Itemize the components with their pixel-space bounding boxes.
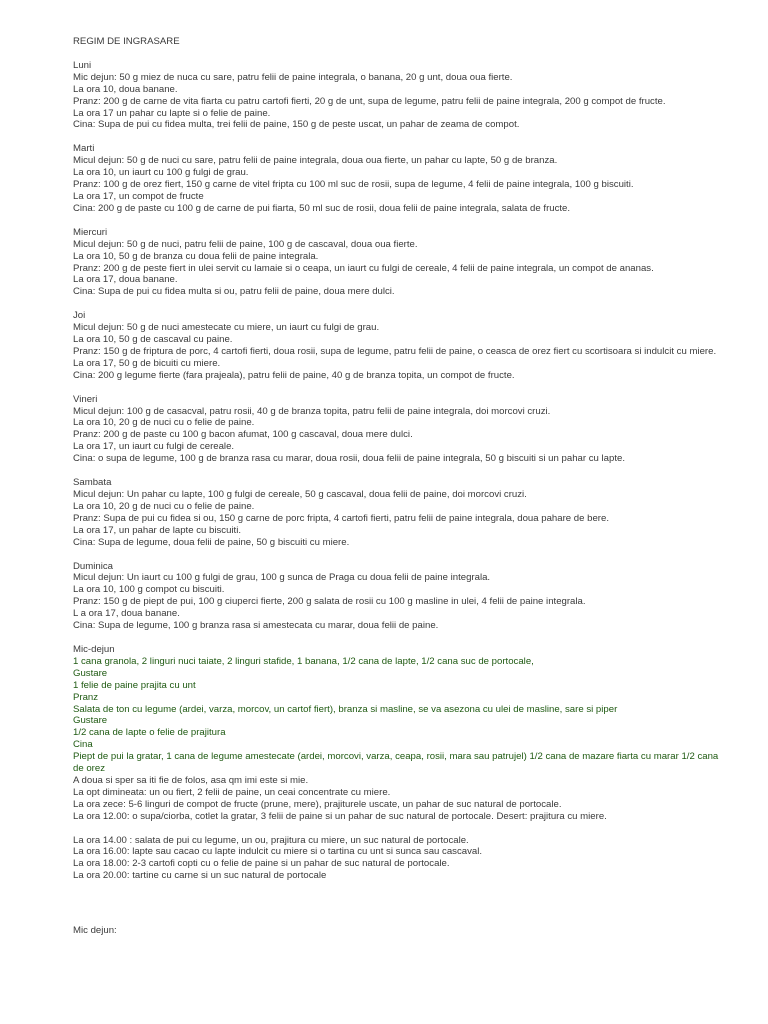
meal-line: La ora 17, un pahar de lapte cu biscuiti. <box>73 524 242 536</box>
day-section <box>73 143 723 214</box>
meal-line: Micul dejun: 50 g de nuci cu sare, patru felii de paine integrala, doua oua fierte, un pahar cu lapte, 50 g de branza. <box>73 155 558 167</box>
meal-line: La ora 10, 100 g compot cu biscuiti. <box>73 584 225 596</box>
extra-line: 1 felie de paine prajita cu unt <box>73 679 196 691</box>
day-heading: Sambata <box>73 477 112 489</box>
meal-line: La ora 17, un iaurt cu fulgi de cereale. <box>73 441 235 453</box>
day-heading: Joi <box>73 310 86 322</box>
meal-line: Micul dejun: 100 g de casacval, patru rosii, 40 g de branza topita, patru felii de paine integrala, doi morcovi cruzi. <box>73 405 551 417</box>
meal-line: Pranz: 200 g de peste fiert in ulei servit cu lamaie si o ceapa, un iaurt cu fulgi de cereale, 4 felii de paine integrala, un compot de ananas. <box>73 262 654 274</box>
day-heading: Duminica <box>73 560 113 572</box>
meal-line: La ora 10, 20 g de nuci cu o felie de paine. <box>73 500 255 512</box>
day-heading: Luni <box>73 59 92 71</box>
meal-line: La ora 10, 50 g de cascaval cu paine. <box>73 334 233 346</box>
meal-line: Cina: Supa de pui cu fidea multa, trei felii de paine, 150 g de peste uscat, un pahar de zeama de compot. <box>73 119 520 131</box>
extra-line: La ora 12.00: o supa/ciorba, cotlet la gratar, 3 felii de paine si un pahar de suc natural de portocale. Desert: prajitura cu miere. <box>73 810 607 822</box>
meal-line: Cina: Supa de legume, doua felii de paine, 50 g biscuiti cu miere. <box>73 536 350 548</box>
meal-line: Cina: Supa de legume, 100 g branza rasa si amestecata cu marar, doua felii de paine. <box>73 620 439 632</box>
meal-line: La ora 17, doua banane. <box>73 274 178 286</box>
day-section <box>73 477 723 548</box>
extra-line: Salata de ton cu legume (ardei, varza, morcov, un cartof fiert), branza si masline, se va asezona cu ulei de masline, sare si piper <box>73 703 618 715</box>
meal-line: Pranz: Supa de pui cu fidea si ou, 150 g carne de porc fripta, 4 cartofi fierti, patru felii de paine integrala, doua pahare de bere. <box>73 512 609 524</box>
extra-line: Piept de pui la gratar, 1 cana de legume amestecate (ardei, morcovi, varza, ceapa, rosii, mara sau patrujel) 1/2 cana de mazare fiarta cu marar 1/2 cana de orez <box>73 751 719 775</box>
meal-line: La ora 10, doua banane. <box>73 83 178 95</box>
day-section <box>73 561 723 632</box>
extra-menu <box>73 644 723 823</box>
hourly-schedule <box>73 835 723 883</box>
meal-line: Pranz: 200 g de paste cu 100 g bacon afumat, 100 g cascaval, doua mere dulci. <box>73 429 413 441</box>
meal-line: La ora 17, 50 g de bicuiti cu miere. <box>73 357 221 369</box>
meal-line: Micul dejun: Un pahar cu lapte, 100 g fulgi de cereale, 50 g cascaval, doua felii de paine, doi morcovi cruzi. <box>73 489 527 500</box>
meal-line: La ora 17, un compot de fructe <box>73 190 204 202</box>
meal-line: Cina: Supa de pui cu fidea multa si ou, patru felii de paine, doua mere dulci. <box>73 286 395 298</box>
extra-line: Gustare <box>73 667 108 679</box>
schedule-line: La ora 16.00: lapte sau cacao cu lapte indulcit cu miere si o tartina cu unt si sunca sau cascaval. <box>73 846 483 858</box>
day-section <box>73 60 723 131</box>
meal-line: Cina: 200 g de paste cu 100 g de carne de pui fiarta, 50 ml suc de rosii, doua felii de paine integrala, salata de fructe. <box>73 202 571 214</box>
document-title: REGIM DE INGRASARE <box>73 36 180 47</box>
meal-line: Pranz: 100 g de orez fiert, 150 g carne de vitel fripta cu 100 ml suc de rosii, supa de legume, 4 felii de paine integrala, 100 g biscuiti. <box>73 179 634 191</box>
meal-line: Pranz: 150 g de friptura de porc, 4 cartofi fierti, doua rosii, supa de legume, patru felii de paine, o ceasca de orez fiert cu scortisoara si indulcit cu miere. <box>73 345 717 357</box>
tail-heading: Mic dejun: <box>73 925 117 937</box>
schedule-line: La ora 14.00 : salata de pui cu legume, un ou, prajitura cu miere, un suc natural de portocale. <box>73 834 469 846</box>
extra-line: Gustare <box>73 715 108 727</box>
schedule-line: La ora 20.00: tartine cu carne si un suc natural de portocale <box>73 870 327 882</box>
meal-line: La ora 10, 20 g de nuci cu o felie de paine. <box>73 417 255 429</box>
meal-line: Micul dejun: 50 g de nuci amestecate cu miere, un iaurt cu fulgi de grau. <box>73 322 380 334</box>
extra-line: Mic-dejun <box>73 643 115 655</box>
weekly-menu <box>73 60 723 632</box>
meal-line: Micul dejun: 50 g de nuci, patru felii de paine, 100 g de cascaval, doua oua fierte. <box>73 238 418 250</box>
extra-line: La opt dimineata: un ou fiert, 2 felii de paine, un ceai concentrate cu miere. <box>73 786 391 798</box>
meal-line: Pranz: 150 g de piept de pui, 100 g ciuperci fierte, 200 g salata de rosii cu 100 g masline in ulei, 4 felii de paine integrala. <box>73 596 586 608</box>
extra-line: 1/2 cana de lapte o felie de prajitura <box>73 727 226 739</box>
extra-line: La ora zece: 5-6 linguri de compot de fructe (prune, mere), prajiturele uscate, un pahar de suc natural de portocale. <box>73 798 562 810</box>
extra-line: A doua si sper sa iti fie de folos, asa qm imi este si mie. <box>73 774 309 786</box>
extra-line: Pranz <box>73 691 99 703</box>
meal-line: La ora 10, 50 g de branza cu doua felii de paine integrala. <box>73 250 319 262</box>
day-heading: Marti <box>73 143 95 155</box>
meal-line: La ora 10, un iaurt cu 100 g fulgi de grau. <box>73 167 249 179</box>
meal-line: Micul dejun: Un iaurt cu 100 g fulgi de grau, 100 g sunca de Praga cu doua felii de paine integrala. <box>73 572 491 584</box>
schedule-line: La ora 18.00: 2-3 cartofi copti cu o felie de paine si un pahar de suc natural de portocale. <box>73 858 450 870</box>
document-page <box>73 36 723 937</box>
meal-line: Cina: o supa de legume, 100 g de branza rasa cu marar, doua rosii, doua felii de paine integrala, 50 g biscuiti si un pahar cu lapte. <box>73 453 625 465</box>
meal-line: La ora 17 un pahar cu lapte si o felie de paine. <box>73 107 271 119</box>
meal-line: Mic dejun: 50 g miez de nuca cu sare, patru felii de paine integrala, o banana, 20 g unt, doua oua fierte. <box>73 71 513 83</box>
meal-line: Cina: 200 g legume fierte (fara prajeala), patru felii de paine, 40 g de branza topita, un compot de fructe. <box>73 369 515 381</box>
day-section <box>73 227 723 298</box>
day-section <box>73 310 723 381</box>
meal-line: Pranz: 200 g de carne de vita fiarta cu patru cartofi fierti, 20 g de unt, supa de legume, patru felii de paine integrala, 200 g compot de fructe. <box>73 95 666 107</box>
day-heading: Miercuri <box>73 226 108 238</box>
day-section <box>73 394 723 465</box>
extra-line: Cina <box>73 739 93 751</box>
day-heading: Vineri <box>73 393 98 405</box>
extra-line: 1 cana granola, 2 linguri nuci taiate, 2 linguri stafide, 1 banana, 1/2 cana de lapte, 1/2 cana suc de portocale, <box>73 655 534 667</box>
meal-line: L a ora 17, doua banane. <box>73 608 180 620</box>
